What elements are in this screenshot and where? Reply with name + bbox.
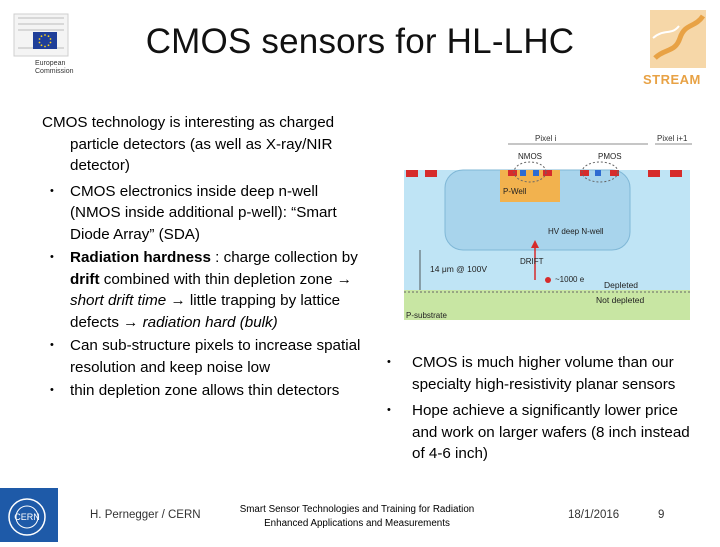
label-depleted: Depleted: [604, 280, 639, 290]
implant-marker: [425, 170, 437, 177]
label-nmos: NMOS: [518, 152, 542, 161]
footer-date: 18/1/2016: [568, 509, 620, 521]
ec-logo-label: [35, 60, 74, 76]
ec-label-line1: European: [35, 60, 66, 67]
implant-marker: [406, 170, 418, 177]
footer-project-line2: Enhanced Applications and Measurements: [264, 518, 450, 529]
label-hv-deep-nwell: HV deep N-well: [548, 227, 604, 236]
left-bullet-2: [42, 247, 372, 333]
label-charge: ~1000 e: [555, 275, 585, 284]
left-bullet-list: [42, 181, 372, 402]
footer-author: H. Pernegger / CERN: [90, 509, 201, 521]
italic-span: short drift time: [70, 292, 167, 309]
implant-marker: [648, 170, 660, 177]
label-drift: DRIFT: [520, 257, 544, 266]
implant-marker: [543, 170, 552, 176]
left-bullet-3: • Can sub-structure pixels to increase spatial resolution and keep noise low: [42, 335, 372, 378]
cern-logo: [0, 488, 58, 542]
left-bullet-1: • CMOS electronics inside deep n-well (NMOS inside additional p-well): “Smart Diode Array” (SDA): [42, 181, 372, 246]
bold-label: Radiation hardness: [70, 249, 211, 266]
label-thickness: 14 μm @ 100V: [430, 264, 487, 274]
label-p-substrate: P-substrate: [406, 311, 447, 320]
italic-span: radiation hard (bulk): [142, 313, 278, 331]
cern-logo-text: CERN: [14, 512, 40, 522]
bold-drift: drift: [70, 270, 100, 288]
left-bullet-4: • thin depletion zone allows thin detectors: [42, 380, 372, 402]
cmos-pixel-cross-section-diagram: [400, 130, 692, 324]
implant-marker: [508, 170, 517, 176]
label-pwell: P-Well: [503, 187, 527, 196]
right-text-block: [385, 352, 705, 470]
footer-project: [232, 503, 482, 531]
text-span: → little trapping by lattice defects →: [70, 292, 341, 331]
right-bullet-list: [385, 352, 705, 465]
implant-marker: [580, 170, 589, 176]
label-not-depleted: Not depleted: [596, 295, 645, 305]
implant-marker: [670, 170, 682, 177]
stream-logo-text: STREAM: [643, 72, 701, 87]
right-bullet-1: • CMOS is much higher volume than our specialty high-resistivity planar sensors: [385, 352, 705, 395]
label-pixel-i1: Pixel i+1: [657, 134, 688, 143]
ec-label-line2: Commission: [35, 68, 74, 75]
text-span: combined with thin depletion zone →: [99, 270, 352, 288]
text-span: : charge collection by: [210, 249, 358, 266]
slide-title: CMOS sensors for HL-LHC: [145, 22, 575, 61]
right-bullet-2: • Hope achieve a significantly lower price and work on larger wafers (8 inch instead of 4-6 inch): [385, 400, 705, 465]
footer-project-line1: Smart Sensor Technologies and Training for Radiation: [239, 504, 475, 515]
lead-paragraph: CMOS technology is interesting as charged particle detectors (as well as X-ray/NIR detector): [42, 114, 335, 174]
label-pixel-i: Pixel i: [535, 134, 557, 143]
page-number: 9: [658, 509, 665, 521]
label-pmos: PMOS: [598, 152, 622, 161]
left-text-block: [42, 112, 372, 404]
